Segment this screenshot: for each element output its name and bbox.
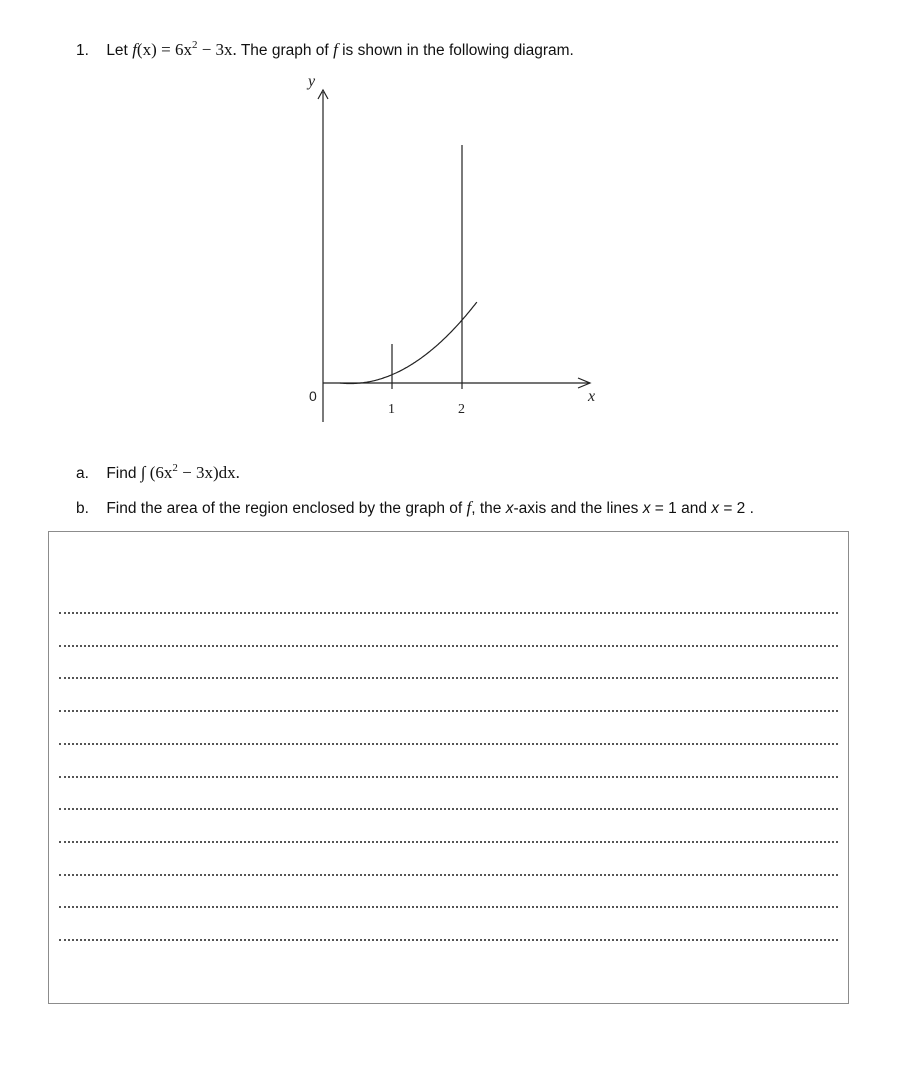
part-b-line1-value: = 1 and — [654, 500, 707, 517]
answer-line[interactable] — [59, 776, 838, 778]
x-axis-label: x — [588, 388, 596, 405]
answer-line[interactable] — [59, 906, 838, 908]
part-b-text: Find the area of the region enclosed by the graph of — [106, 500, 463, 517]
question-intro-prefix: Let — [106, 42, 128, 59]
answer-line[interactable] — [59, 874, 838, 876]
answer-line[interactable] — [59, 808, 838, 810]
origin-label: 0 — [309, 388, 317, 404]
part-b-text-2: , the — [471, 500, 502, 517]
part-b-line1-variable: x — [642, 500, 651, 517]
part-b-line2-value: = 2 . — [723, 500, 754, 517]
tick-label-2: 2 — [458, 402, 465, 417]
answer-line[interactable] — [59, 743, 838, 745]
part-a-label: a. — [76, 465, 89, 482]
part-b-function-symbol: f — [466, 498, 472, 517]
function-arg: (x) — [136, 40, 157, 59]
function-expression: $6x^2 - 3x$. — [174, 39, 237, 59]
answer-line[interactable] — [59, 841, 838, 843]
part-b-xaxis-variable: x — [505, 500, 514, 517]
question-intro-end: is shown in the following diagram. — [342, 42, 574, 59]
part-b-label: b. — [76, 500, 89, 517]
function-curve — [340, 302, 477, 383]
tick-label-1: 1 — [388, 402, 395, 417]
part-b — [76, 498, 754, 519]
question-number: 1. — [76, 42, 89, 59]
function-symbol: f — [333, 40, 338, 59]
question-intro-suffix: The graph of — [240, 42, 329, 59]
part-b-text-3: -axis and the lines — [513, 500, 639, 517]
part-b-line2-variable: x — [711, 500, 720, 517]
function-name: f — [132, 40, 137, 59]
part-a — [76, 463, 240, 484]
y-axis-label: y — [308, 73, 316, 90]
answer-line[interactable] — [59, 677, 838, 679]
answer-line[interactable] — [59, 710, 838, 712]
answer-line[interactable] — [59, 612, 838, 614]
equals-sign: = — [161, 40, 171, 59]
function-graph-diagram — [0, 0, 898, 460]
answer-line[interactable] — [59, 939, 838, 941]
part-a-text: Find — [106, 465, 137, 482]
answer-box[interactable] — [48, 531, 849, 1004]
answer-line[interactable] — [59, 645, 838, 647]
integral-expression: ∫ $(6x^2 - 3x)dx$. — [140, 462, 240, 482]
